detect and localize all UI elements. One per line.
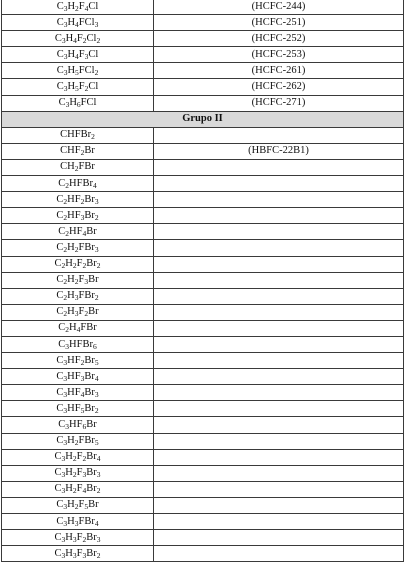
code-cell bbox=[154, 192, 404, 208]
table-row bbox=[2, 192, 404, 208]
table-row bbox=[2, 127, 404, 143]
table-row bbox=[2, 208, 404, 224]
code-cell bbox=[154, 320, 404, 336]
table-row bbox=[2, 143, 404, 159]
table-row bbox=[2, 63, 404, 79]
table-row bbox=[2, 546, 404, 562]
formula-cell: $C_2H_2F_3Br$ bbox=[2, 272, 154, 288]
code-cell bbox=[154, 304, 404, 320]
table-row bbox=[2, 47, 404, 63]
code-cell: (HCFC-252) bbox=[154, 31, 404, 47]
formula-cell: $C_3H_2F_4Br_2$ bbox=[2, 481, 154, 497]
code-cell bbox=[154, 465, 404, 481]
substance-table-body bbox=[2, 0, 404, 562]
formula-cell: $C_3H_2FBr_5$ bbox=[2, 433, 154, 449]
table-row bbox=[2, 481, 404, 497]
formula-cell: $C_2H_4FBr$ bbox=[2, 320, 154, 336]
formula-cell: CHFBr$_2$ bbox=[2, 127, 154, 143]
table-row bbox=[2, 272, 404, 288]
formula-cell: $C_3H_6FCl$ bbox=[2, 95, 154, 111]
code-cell bbox=[154, 449, 404, 465]
formula-cell: $C_3H_4F_2Cl_2$ bbox=[2, 31, 154, 47]
code-cell: (HBFC-22B1) bbox=[154, 143, 404, 159]
table-row bbox=[2, 336, 404, 352]
code-cell bbox=[154, 256, 404, 272]
code-cell: (HCFC-244) bbox=[154, 0, 404, 15]
substance-table bbox=[1, 0, 404, 562]
code-cell bbox=[154, 208, 404, 224]
table-row bbox=[2, 449, 404, 465]
table-row bbox=[2, 224, 404, 240]
table-row bbox=[2, 497, 404, 513]
table-row bbox=[2, 159, 404, 175]
formula-cell: $C_3H_4F_3Cl$ bbox=[2, 47, 154, 63]
table-row bbox=[2, 401, 404, 417]
code-cell: (HCFC-261) bbox=[154, 63, 404, 79]
formula-cell: $C_2H_2FBr_3$ bbox=[2, 240, 154, 256]
table-row bbox=[2, 79, 404, 95]
table-row bbox=[2, 369, 404, 385]
code-cell bbox=[154, 369, 404, 385]
table-row bbox=[2, 320, 404, 336]
code-cell bbox=[154, 481, 404, 497]
formula-cell: $C_3HF_2Br_5$ bbox=[2, 353, 154, 369]
code-cell bbox=[154, 159, 404, 175]
table-row bbox=[2, 433, 404, 449]
formula-cell: $C_2HF_3Br_2$ bbox=[2, 208, 154, 224]
formula-cell: $C_2H_3F_2Br$ bbox=[2, 304, 154, 320]
formula-cell: $C_3HF_4Br_3$ bbox=[2, 385, 154, 401]
formula-cell: $CHF_2Br$ bbox=[2, 143, 154, 159]
table-row bbox=[2, 288, 404, 304]
code-cell bbox=[154, 514, 404, 530]
table-row bbox=[2, 465, 404, 481]
table-row bbox=[2, 31, 404, 47]
formula-cell: $C_3H_2F_4Cl$ bbox=[2, 0, 154, 15]
table-row bbox=[2, 240, 404, 256]
formula-cell: $C_3HFBr_6$ bbox=[2, 336, 154, 352]
code-cell bbox=[154, 176, 404, 192]
table-row bbox=[2, 417, 404, 433]
formula-cell: $C_3H_2F_5Br$ bbox=[2, 497, 154, 513]
formula-cell: $C_3H_5FCl_2$ bbox=[2, 63, 154, 79]
table-row bbox=[2, 304, 404, 320]
formula-cell: $C_3HF_3Br_4$ bbox=[2, 369, 154, 385]
group-header-row bbox=[2, 111, 404, 127]
group-header: Grupo II bbox=[2, 111, 404, 127]
table-row bbox=[2, 256, 404, 272]
formula-cell: $C_3H_3F_2Br_3$ bbox=[2, 530, 154, 546]
code-cell bbox=[154, 546, 404, 562]
code-cell: (HCFC-253) bbox=[154, 47, 404, 63]
formula-cell: $C_3H_2F_3Br_3$ bbox=[2, 465, 154, 481]
code-cell bbox=[154, 127, 404, 143]
table-row bbox=[2, 514, 404, 530]
formula-cell: $C_2HF_4Br$ bbox=[2, 224, 154, 240]
code-cell bbox=[154, 497, 404, 513]
table-row bbox=[2, 530, 404, 546]
code-cell: (HCFC-262) bbox=[154, 79, 404, 95]
code-cell bbox=[154, 401, 404, 417]
table-row bbox=[2, 353, 404, 369]
formula-cell: $C_2HFBr_4$ bbox=[2, 176, 154, 192]
code-cell: (HCFC-271) bbox=[154, 95, 404, 111]
code-cell bbox=[154, 433, 404, 449]
code-cell: (HCFC-251) bbox=[154, 15, 404, 31]
table-row bbox=[2, 385, 404, 401]
code-cell bbox=[154, 336, 404, 352]
formula-cell: $CH_2FBr$ bbox=[2, 159, 154, 175]
code-cell bbox=[154, 530, 404, 546]
code-cell bbox=[154, 272, 404, 288]
code-cell bbox=[154, 417, 404, 433]
formula-cell: $C_3HF_6Br$ bbox=[2, 417, 154, 433]
table-row bbox=[2, 95, 404, 111]
formula-cell: $C_3H_4FCl_3$ bbox=[2, 15, 154, 31]
code-cell bbox=[154, 240, 404, 256]
formula-cell: $C_2H_3FBr_2$ bbox=[2, 288, 154, 304]
formula-cell: $C_2HF_2Br_3$ bbox=[2, 192, 154, 208]
code-cell bbox=[154, 224, 404, 240]
formula-cell: $C_3H_3FBr_4$ bbox=[2, 514, 154, 530]
code-cell bbox=[154, 385, 404, 401]
formula-cell: $C_3H_2F_2Br_4$ bbox=[2, 449, 154, 465]
code-cell bbox=[154, 288, 404, 304]
formula-cell: $C_2H_2F_2Br_2$ bbox=[2, 256, 154, 272]
table-row bbox=[2, 15, 404, 31]
table-row bbox=[2, 0, 404, 15]
table-row bbox=[2, 176, 404, 192]
formula-cell: $C_3HF_5Br_2$ bbox=[2, 401, 154, 417]
formula-cell: $C_3H_5F_2Cl$ bbox=[2, 79, 154, 95]
formula-cell: $C_3H_3F_3Br_2$ bbox=[2, 546, 154, 562]
code-cell bbox=[154, 353, 404, 369]
